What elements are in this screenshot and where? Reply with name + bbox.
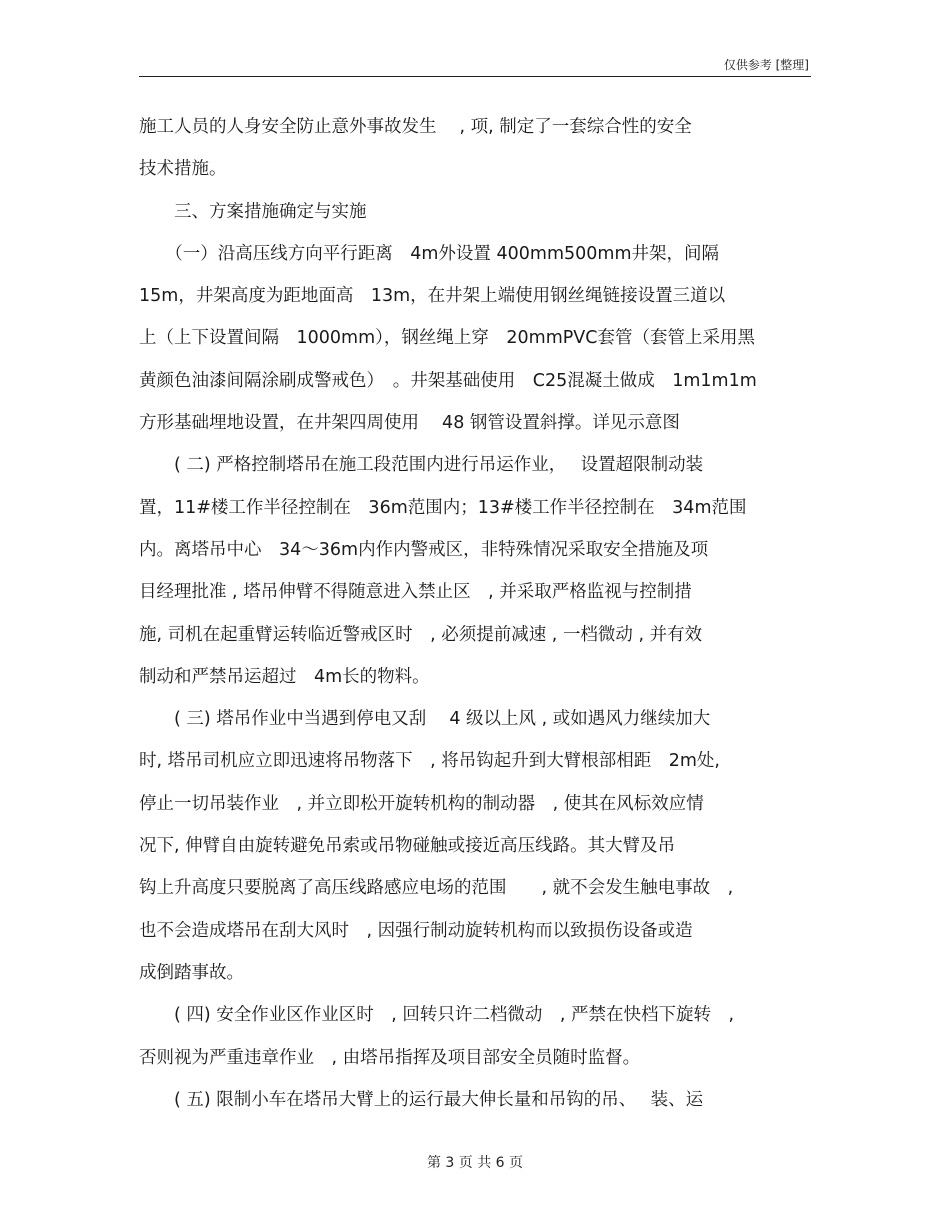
text-line: 上（上下设置间隔 1000mm），钢丝绳上穿 20mmPVC套管（套管上采用黑: [139, 328, 755, 349]
section-heading: 三、方案措施确定与实施: [139, 201, 367, 222]
text-line: 时, 塔吊司机应立即迅速将吊物落下 , 将吊钩起升到大臂根部相距 2m处,: [139, 751, 720, 772]
text-line: 施工人员的人身安全防止意外事故发生 , 项, 制定了一套综合性的安全: [139, 117, 692, 137]
text-line: ( 二) 严格控制塔吊在施工段范围内进行吊运作业， 设置超限制动装: [139, 455, 704, 476]
text-line: 内。离塔吊中心 34～36m内作内警戒区，非特殊情况采取安全措施及项: [139, 539, 709, 560]
text-line: 钩上升高度只要脱离了高压线路感应电场的范围 , 就不会发生触电事故 ,: [139, 878, 734, 899]
text-line: （一）沿高压线方向平行距离 4m外设置 400mm500mm井架，间隔: [139, 243, 719, 264]
text-line: ( 三) 塔吊作业中当遇到停电又刮 4 级以上风 , 或如遇风力继续加大: [139, 709, 711, 730]
text-line: 15m，井架高度为距地面高 13m，在井架上端使用钢丝绳链接设置三道以: [139, 286, 726, 307]
text-line: 黄颜色油漆间隔涂刷成警戒色） 。井架基础使用 C25混凝土做成 1m1m1m: [139, 370, 757, 391]
page-footer: 第 3 页 共 6 页: [426, 1155, 524, 1171]
document-body: [139, 112, 829, 1127]
page-header: 仅供参考 [整理]: [723, 58, 809, 72]
text-line: 目经理批准 , 塔吊伸臂不得随意进入禁止区 , 并采取严格监视与控制措: [139, 582, 692, 603]
text-line: 停止一切吊装作业 , 并立即松开旋转机构的制动器 , 使其在风标效应情: [139, 793, 704, 814]
text-line: 方形基础埋地设置，在井架四周使用 48 钢管设置斜撑。详见示意图: [139, 413, 680, 434]
text-line: 技术措施。: [139, 159, 227, 180]
text-line: 施, 司机在起重臂运转临近警戒区时 , 必须提前减速 , 一档微动 , 并有效: [139, 624, 703, 645]
text-line: 也不会造成塔吊在刮大风时 , 因强行制动旋转机构而以致损伤设备或造: [139, 920, 693, 941]
header-rule: [139, 76, 811, 77]
text-line: ( 四) 安全作业区作业区时 , 回转只许二档微动 , 严禁在快档下旋转 ,: [139, 1005, 735, 1026]
text-line: ( 五) 限制小车在塔吊大臂上的运行最大伸长量和吊钩的吊、 装、运: [139, 1089, 704, 1110]
text-line: 成倒踏事故。: [139, 962, 244, 983]
text-line: 置，11#楼工作半径控制在 36m范围内；13#楼工作半径控制在 34m范围: [139, 497, 747, 518]
text-line: 否则视为严重违章作业 , 由塔吊指挥及项目部安全员随时监督。: [139, 1047, 641, 1068]
text-line: 制动和严禁吊运超过 4m长的物料。: [139, 666, 430, 687]
text-line: 况下, 伸臂自由旋转避免吊索或吊物碰触或接近高压线路。其大臂及吊: [139, 836, 676, 857]
